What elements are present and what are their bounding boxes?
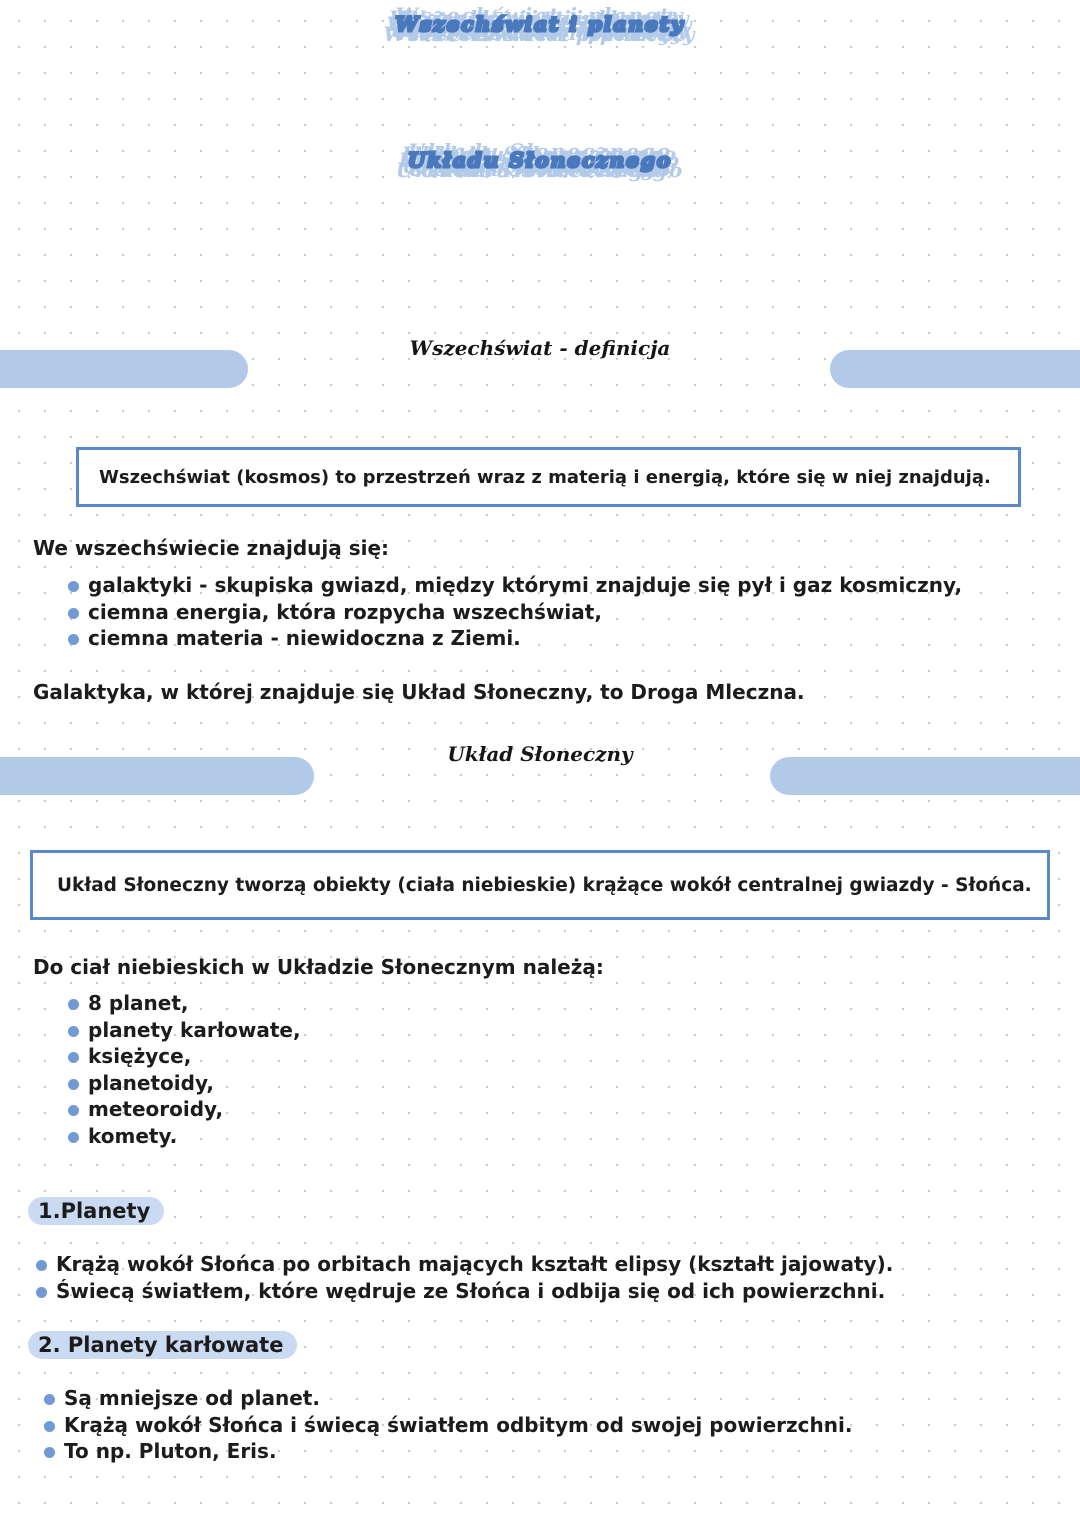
list-item: To np. Pluton, Eris. <box>42 1438 852 1465</box>
subsection-label-dwarf-planets: 2. Planety karłowate <box>28 1331 297 1359</box>
list-item: planetoidy, <box>66 1070 301 1097</box>
galaxy-note: Galaktyka, w której znajduje się Układ Słoneczny, to Droga Mleczna. <box>33 680 805 704</box>
list-item: Krążą wokół Słońca po orbitach mających kształt elipsy (kształt jajowaty). <box>34 1251 893 1278</box>
planets-facts-list <box>34 1251 893 1304</box>
definition-box-universe <box>76 447 1021 507</box>
list-item: Krążą wokół Słońca i świecą światłem odbitym od swojej powierzchni. <box>42 1412 852 1439</box>
section-heading-universe: Wszechświat - definicja <box>409 336 671 360</box>
list-item: ciemna materia - niewidoczna z Ziemi. <box>66 625 962 652</box>
celestial-bodies-list <box>66 990 301 1149</box>
dwarf-planets-facts-list <box>42 1385 852 1465</box>
definition-text: Wszechświat (kosmos) to przestrzeń wraz z materią i energią, które się w niej znajdują. <box>99 466 991 488</box>
list-intro-solar-system: Do ciał niebieskich w Układzie Słonecznym należą: <box>33 955 604 979</box>
list-item: księżyce, <box>66 1043 301 1070</box>
list-item: komety. <box>66 1123 301 1150</box>
list-item: galaktyki - skupiska gwiazd, między którymi znajduje się pył i gaz kosmiczny, <box>66 572 962 599</box>
subsection-label-planets: 1.Planety <box>28 1197 164 1225</box>
section-heading-solar-system: Układ Słoneczny <box>447 742 633 766</box>
universe-contents-list <box>66 572 962 652</box>
list-item: meteoroidy, <box>66 1096 301 1123</box>
definition-box-solar-system <box>30 850 1050 920</box>
definition-text: Układ Słoneczny tworzą obiekty (ciała niebieskie) krążące wokół centralnej gwiazdy - Słońca. <box>57 874 1032 896</box>
page-title-line-1: Wszechświat i planety <box>395 12 685 36</box>
list-item: ciemna energia, która rozpycha wszechświat, <box>66 599 962 626</box>
list-item: 8 planet, <box>66 990 301 1017</box>
list-item: Są mniejsze od planet. <box>42 1385 852 1412</box>
list-intro-universe: We wszechświecie znajdują się: <box>33 536 390 560</box>
list-item: Świecą światłem, które wędruje ze Słońca i odbija się od ich powierzchni. <box>34 1278 893 1305</box>
page-title-line-2: Układu Słonecznego <box>407 148 673 172</box>
list-item: planety karłowate, <box>66 1017 301 1044</box>
